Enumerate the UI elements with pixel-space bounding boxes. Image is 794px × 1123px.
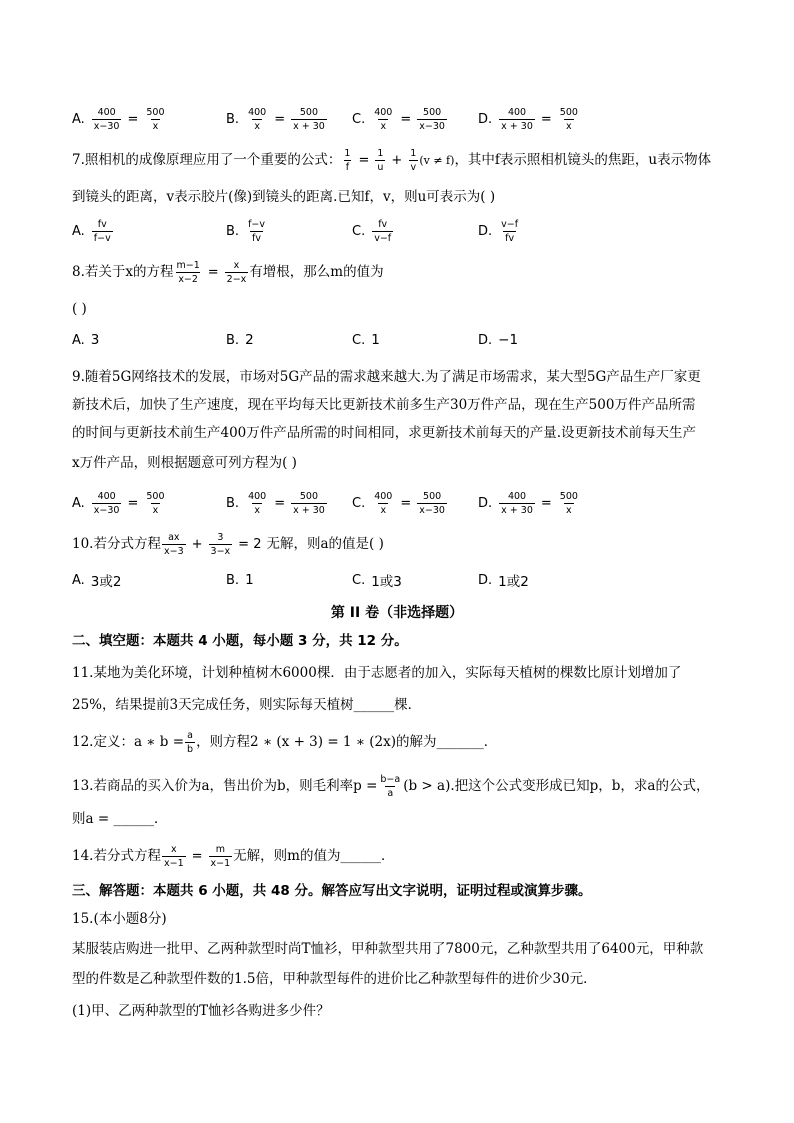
q7-option-c[interactable]: C. $\frac{fv}{v-f}$	[352, 218, 392, 244]
part2-title: 第 II 卷（非选择题）	[330, 605, 464, 621]
q9-option-a[interactable]: A. $\frac{400}{x-30}$ = $\frac{500}{x}$	[72, 490, 165, 516]
option-label: C.	[352, 111, 366, 127]
q9-option-d[interactable]: D. $\frac{400}{x + 30}$ = $\frac{500}{x}$	[478, 490, 578, 516]
fraction: $\frac{m-1}{x-2}$	[176, 260, 200, 285]
q6-options	[72, 104, 734, 134]
fraction: $\frac{1}{v}$	[410, 148, 417, 173]
section-solution-heading: 三、解答题：本题共 6 小题，共 48 分。解答应写出文字说明，证明过程或演算步骤。	[72, 883, 592, 899]
q13-line-2: 则a = ______．	[72, 811, 168, 827]
q10-option-c[interactable]: C. 1或3	[352, 572, 402, 590]
q15-line-2: 型的件数是乙种款型件数的1.5倍，甲种款型每件的进价比乙种款型每件的进价少30元．	[72, 971, 597, 987]
q7-line-1: 7.照相机的成像原理应用了一个重要的公式： $\frac{1}{f}$ = $\frac{1}{u}$ + $\frac{1}{v}$ (v ≠ f)，其中f表示照相机镜头的焦距，u表示物体	[72, 148, 712, 173]
q7-options	[72, 216, 734, 246]
fraction: $\frac{500}{x + 30}$	[293, 106, 325, 132]
fraction: $\frac{500}{x}$	[146, 106, 165, 132]
q11-line-1: 11.某地为美化环境，计划种植树木6000棵．由于志愿者的加入，实际每天植树的棵数比原计划增加了	[72, 665, 682, 681]
fraction: $\frac{a}{b}$	[187, 730, 194, 755]
fraction: $\frac{400}{x + 30}$	[501, 106, 533, 132]
q6-option-a[interactable]: A. $\frac{400}{x-30}$ = $\frac{500}{x}$	[72, 106, 165, 132]
q9-line-4: x万件产品，则根据题意可列方程为( )	[72, 455, 297, 471]
q8-options	[72, 325, 734, 355]
q8-option-a[interactable]: A. 3	[72, 332, 100, 348]
fraction: $\frac{x}{2-x}$	[226, 260, 247, 285]
q9-line-3: 的时间与更新技术前生产400万件产品所需的时间相同，求更新技术前每天的产量.设更新技术前每天生产	[72, 425, 697, 441]
fraction: $\frac{500}{x}$	[559, 106, 578, 132]
fraction: $\frac{1}{f}$	[344, 148, 351, 173]
q7-line-2: 到镜头的距离，v表示胶片(像)到镜头的距离.已知f，v，则u可表示为( )	[72, 189, 496, 205]
q15-head: 15.(本小题8分)	[72, 911, 167, 927]
q10-options	[72, 565, 734, 595]
q7-option-b[interactable]: B. $\frac{f-v}{fv}$	[226, 218, 265, 244]
q7-option-a[interactable]: A. $\frac{fv}{f-v}$	[72, 218, 111, 244]
fraction: $\frac{f-v}{fv}$	[248, 218, 265, 244]
fraction: $\frac{fv}{f-v}$	[93, 218, 111, 244]
option-label: B.	[226, 111, 240, 127]
q13-line-1: 13.若商品的买入价为a，售出价为b，则毛利率p = $\frac{b-a}{a}$ (b > a).把这个公式变形成已知p，b，求a的公式，	[72, 774, 710, 799]
q10-stem: 10.若分式方程 $\frac{ax}{x-3}$ + $\frac{3}{3-x}$ = 2 无解，则a的值是( )	[72, 532, 384, 557]
q6-option-b[interactable]: B. $\frac{400}{x}$ = $\frac{500}{x + 30}$	[226, 106, 325, 132]
q14-stem: 14.若分式方程 $\frac{x}{x-1}$ = $\frac{m}{x-1}$ 无解，则m的值为______．	[72, 844, 395, 869]
option-label: D.	[478, 111, 493, 127]
fraction: $\frac{3}{3-x}$	[210, 532, 231, 557]
fraction: $\frac{x}{x-1}$	[163, 844, 184, 869]
q12-stem: 12.定义：a ∗ b = $\frac{a}{b}$ ，则方程2 ∗ (x + 3) = 1 ∗ (2x)的解为_______．	[72, 730, 498, 755]
q9-line-1: 9.随着5G网络技术的发展，市场对5G产品的需求越来越大.为了满足市场需求，某大型5G产品生产厂家更	[72, 369, 701, 385]
fraction: $\frac{1}{u}$	[377, 148, 384, 173]
fraction: $\frac{v-f}{fv}$	[501, 218, 519, 244]
fraction: $\frac{400}{x}$	[248, 106, 267, 132]
q8-stem: 8.若关于x的方程 $\frac{m-1}{x-2}$ = $\frac{x}{2-x}$ 有增根，那么m的值为	[72, 260, 384, 285]
q8-option-b[interactable]: B. 2	[226, 332, 254, 348]
fraction: $\frac{ax}{x-3}$	[163, 532, 184, 557]
q8-paren: ( )	[72, 301, 87, 317]
q9-line-2: 新技术后，加快了生产速度，现在平均每天比更新技术前多生产30万件产品，现在生产500万件产品所需	[72, 397, 696, 413]
q9-option-c[interactable]: C. $\frac{400}{x}$ = $\frac{500}{x-30}$	[352, 490, 445, 516]
fraction: $\frac{fv}{v-f}$	[374, 218, 392, 244]
q6-option-d[interactable]: D. $\frac{400}{x + 30}$ = $\frac{500}{x}$	[478, 106, 578, 132]
q10-option-b[interactable]: B. 1	[226, 572, 254, 588]
option-label: A.	[72, 111, 85, 127]
q15-line-3: (1)甲、乙两种款型的T恤衫各购进多少件？	[72, 1003, 330, 1019]
q10-option-a[interactable]: A. 3或2	[72, 572, 122, 590]
fraction: $\frac{m}{x-1}$	[210, 844, 231, 869]
q9-option-b[interactable]: B. $\frac{400}{x}$ = $\frac{500}{x + 30}$	[226, 490, 325, 516]
section-fill-in-heading: 二、填空题：本题共 4 小题，每小题 3 分，共 12 分。	[72, 633, 408, 649]
fraction: $\frac{400}{x-30}$	[93, 106, 120, 132]
q8-option-c[interactable]: C. 1	[352, 332, 380, 348]
q6-option-c[interactable]: C. $\frac{400}{x}$ = $\frac{500}{x-30}$	[352, 106, 445, 132]
q8-option-d[interactable]: D. −1	[478, 332, 519, 348]
q7-option-d[interactable]: D. $\frac{v-f}{fv}$	[478, 218, 519, 244]
q11-line-2: 25%，结果提前3天完成任务，则实际每天植树______棵．	[72, 697, 422, 713]
fraction: $\frac{500}{x-30}$	[419, 106, 445, 132]
q10-option-d[interactable]: D. 1或2	[478, 572, 529, 590]
fraction: $\frac{b-a}{a}$	[380, 774, 401, 799]
fraction: $\frac{400}{x}$	[374, 106, 393, 132]
q9-options	[72, 488, 734, 518]
q15-line-1: 某服装店购进一批甲、乙两种款型时尚T恤衫，甲种款型共用了7800元，乙种款型共用了6400元，甲种款	[72, 941, 704, 957]
